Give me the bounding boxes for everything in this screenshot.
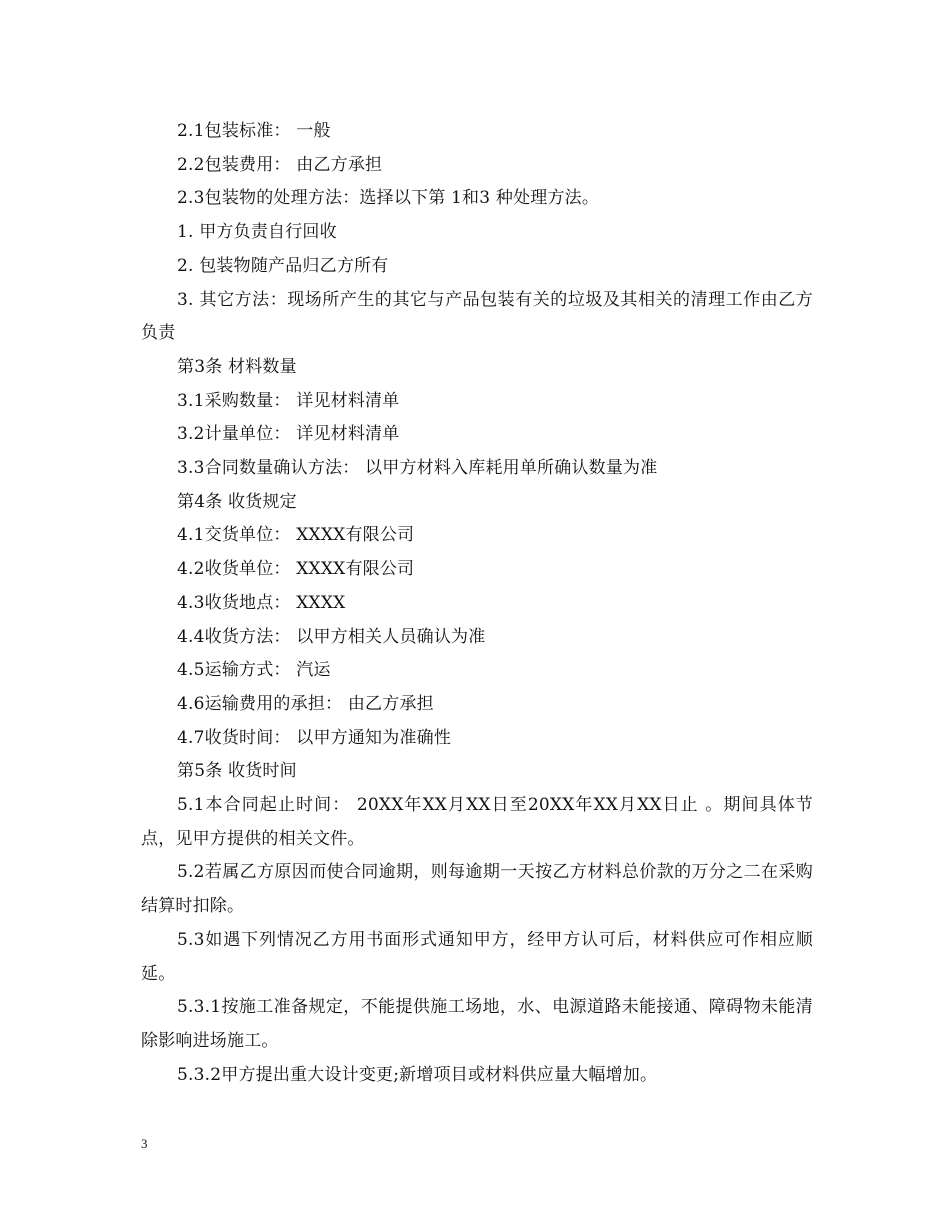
paragraph-5-1: 5.1本合同起止时间： 20XX年XX月XX日至20XX年XX月XX日止 。期间具体节点，见甲方提供的相关文件。	[141, 795, 813, 849]
paragraph-5-2: 5.2若属乙方原因而使合同逾期，则每逾期一天按乙方材料总价款的万分之二在采购结算时扣除。	[141, 862, 813, 917]
paragraph-2-1: 2.1包装标准： 一般	[177, 121, 331, 141]
paragraph-4-6: 4.6运输费用的承担： 由乙方承担	[177, 693, 434, 714]
paragraph-5-3-1: 5.3.1按施工准备规定，不能提供施工场地，水、电源道路未能接通、障碍物未能清除影响进场施工。	[141, 997, 813, 1051]
paragraph-3-3: 3.3合同数量确认方法： 以甲方材料入库耗用单所确认数量为准	[177, 458, 658, 479]
paragraph-2-2: 2.2包装费用： 由乙方承担	[177, 154, 383, 175]
section-heading-3: 第3条 材料数量	[177, 356, 297, 377]
list-item-3: 3. 其它方法：现场所产生的其它与产品包装有关的垃圾及其相关的清理工作由乙方负责	[141, 289, 813, 344]
paragraph-2-3: 2.3包装物的处理方法：选择以下第 1和3 种处理方法。	[177, 188, 600, 209]
paragraph-4-4: 4.4收货方法： 以甲方相关人员确认为准	[177, 626, 486, 647]
paragraph-4-3: 4.3收货地点： XXXX	[177, 592, 346, 613]
section-heading-5: 第5条 收货时间	[177, 761, 297, 782]
list-item-2: 2. 包装物随产品归乙方所有	[177, 255, 389, 276]
paragraph-4-5: 4.5运输方式： 汽运	[177, 660, 331, 681]
paragraph-5-3: 5.3如遇下列情况乙方用书面形式通知甲方，经甲方认可后，材料供应可作相应顺延。	[141, 929, 813, 984]
list-item-1: 1. 甲方负责自行回收	[177, 222, 337, 243]
page-number: 3	[141, 1136, 148, 1151]
paragraph-3-1: 3.1采购数量： 详见材料清单	[177, 390, 400, 411]
document-body	[141, 115, 813, 1092]
paragraph-3-2: 3.2计量单位： 详见材料清单	[177, 424, 400, 445]
section-heading-4: 第4条 收货规定	[177, 491, 297, 512]
paragraph-5-3-2: 5.3.2甲方提出重大设计变更;新增项目或材料供应量大幅增加。	[177, 1064, 658, 1085]
paragraph-4-1: 4.1交货单位： XXXX有限公司	[177, 525, 415, 546]
paragraph-4-2: 4.2收货单位： XXXX有限公司	[177, 559, 415, 580]
paragraph-4-7: 4.7收货时间： 以甲方通知为准确性	[177, 727, 452, 748]
